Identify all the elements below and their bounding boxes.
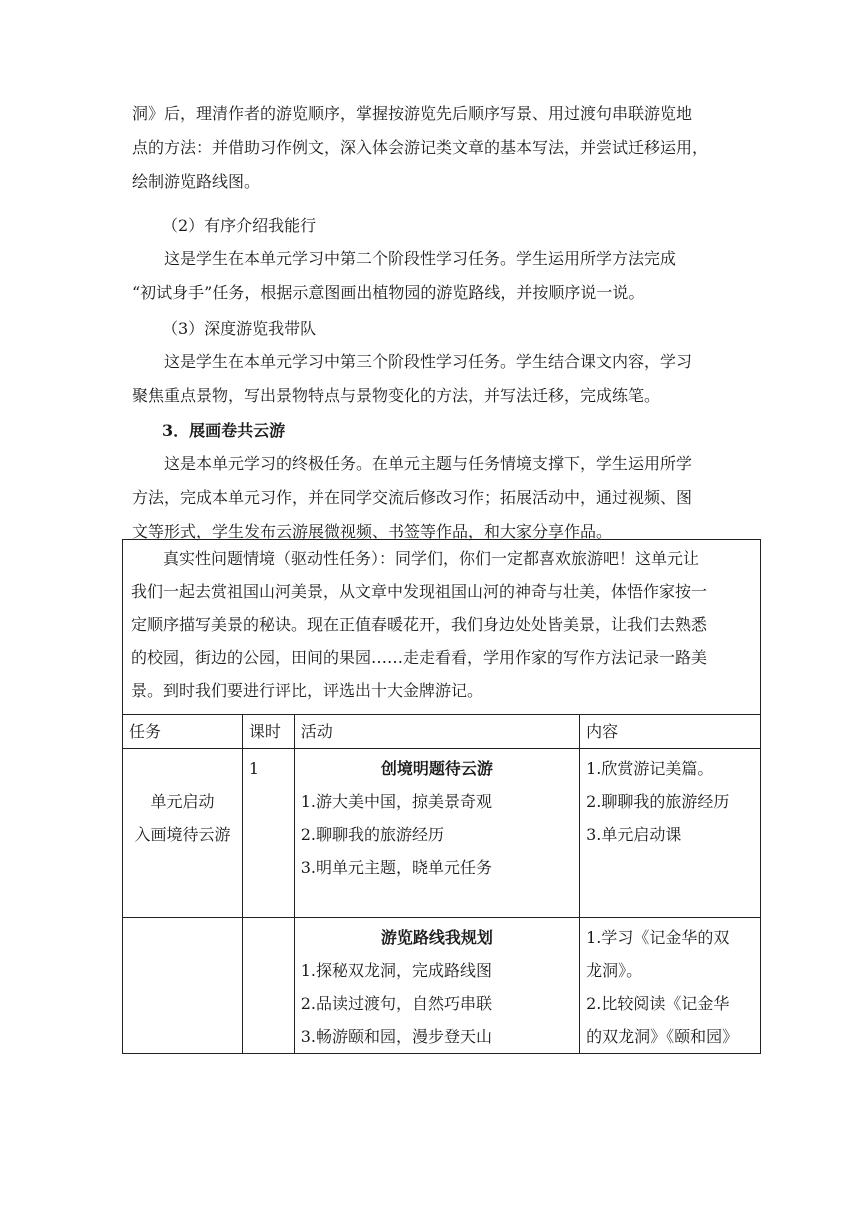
- activity-cell: [294, 749, 579, 918]
- activity-title: 创境明题待云游: [380, 759, 493, 778]
- task-cell: [123, 918, 243, 1054]
- text-line: 这是学生在本单元学习中第三个阶段性学习任务。学生结合课文内容，学习: [164, 352, 693, 371]
- driving-task-cell: [123, 540, 761, 715]
- table-row: [123, 749, 761, 918]
- text-line: “初试身手”任务，根据示意图画出植物园的游览路线，并按顺序说一说。: [132, 283, 645, 302]
- column-header: 活动: [294, 715, 579, 749]
- text-line: 定顺序描写美景的秘诀。现在正值春暖花开，我们身边处处皆美景，让我们去熟悉: [131, 615, 708, 634]
- activity-item: 1.游大美中国，掠美景奇观: [300, 792, 492, 811]
- text-line: 景。到时我们要进行评比，评选出十大金牌游记。: [131, 681, 484, 700]
- activity-title: 游览路线我规划: [380, 928, 493, 947]
- text-line: 绘制游览路线图。: [132, 172, 261, 191]
- table-row: [123, 918, 761, 1054]
- text-line: 聚焦重点景物，写出景物特点与景物变化的方法，并写法迁移，完成练笔。: [132, 386, 661, 405]
- content-cell: [580, 918, 761, 1054]
- text-line: 真实性问题情境（驱动性任务）：同学们，你们一定都喜欢旅游吧！这单元让: [163, 549, 700, 568]
- table-header-row: [123, 715, 761, 749]
- text-line: 文等形式，学生发布云游展微视频、书签等作品，和大家分享作品。: [132, 522, 613, 541]
- task-line: 入画境待云游: [134, 825, 231, 844]
- content-item: 的双龙洞》《颐和园》: [586, 1027, 739, 1046]
- activity-item: 3.畅游颐和园，漫步登天山: [300, 1027, 492, 1046]
- section-heading: （2）有序介绍我能行: [162, 216, 317, 235]
- activity-item: 3.明单元主题，晓单元任务: [300, 858, 492, 877]
- text-line: 我们一起去赏祖国山河美景，从文章中发现祖国山河的神奇与壮美，体悟作家按一: [131, 582, 708, 601]
- activity-item: 2.品读过渡句，自然巧串联: [300, 994, 492, 1013]
- text-line: 这是本单元学习的终极任务。在单元主题与任务情境支撑下，学生运用所学: [164, 454, 693, 473]
- text-line: 点的方法：并借助习作例文，深入体会游记类文章的基本写法，并尝试迁移运用，: [132, 138, 709, 157]
- activity-cell: [294, 918, 579, 1054]
- column-header: 课时: [242, 715, 294, 749]
- hours-cell: 1: [242, 749, 294, 918]
- content-item: 2.比较阅读《记金华: [586, 994, 730, 1013]
- section-heading-bold: 3．展画卷共云游: [162, 421, 286, 440]
- content-item: 1.学习《记金华的双: [586, 928, 730, 947]
- column-header: 内容: [580, 715, 761, 749]
- unit-plan-table: [122, 539, 761, 1054]
- content-cell: [580, 749, 761, 918]
- paragraph-游览顺序: [132, 97, 732, 199]
- content-item: 1.欣赏游记美篇。: [586, 759, 714, 778]
- task-line: 单元启动: [150, 792, 215, 811]
- paragraph-section3: [132, 345, 732, 413]
- text-line: 洞》后，理清作者的游览顺序，掌握按游览先后顺序写景、用过渡句串联游览地: [132, 104, 693, 123]
- paragraph-section4: [132, 447, 732, 549]
- content-item: 2.聊聊我的旅游经历: [586, 792, 730, 811]
- text-line: 方法，完成本单元习作，并在同学交流后修改习作；拓展活动中，通过视频、图: [132, 488, 693, 507]
- text-line: 的校园，街边的公园，田间的果园……走走看看，学用作家的写作方法记录一路美: [131, 648, 708, 667]
- section-heading: （3）深度游览我带队: [162, 319, 317, 338]
- hours-cell: [242, 918, 294, 1054]
- activity-item: 1.探秘双龙洞，完成路线图: [300, 961, 492, 980]
- task-cell: [123, 749, 243, 918]
- text-line: 这是学生在本单元学习中第二个阶段性学习任务。学生运用所学方法完成: [164, 249, 677, 268]
- paragraph-section2: [132, 242, 732, 310]
- column-header: 任务: [123, 715, 243, 749]
- activity-item: 2.聊聊我的旅游经历: [300, 825, 444, 844]
- content-item: 3.单元启动课: [586, 825, 682, 844]
- content-item: 龙洞》。: [586, 961, 643, 980]
